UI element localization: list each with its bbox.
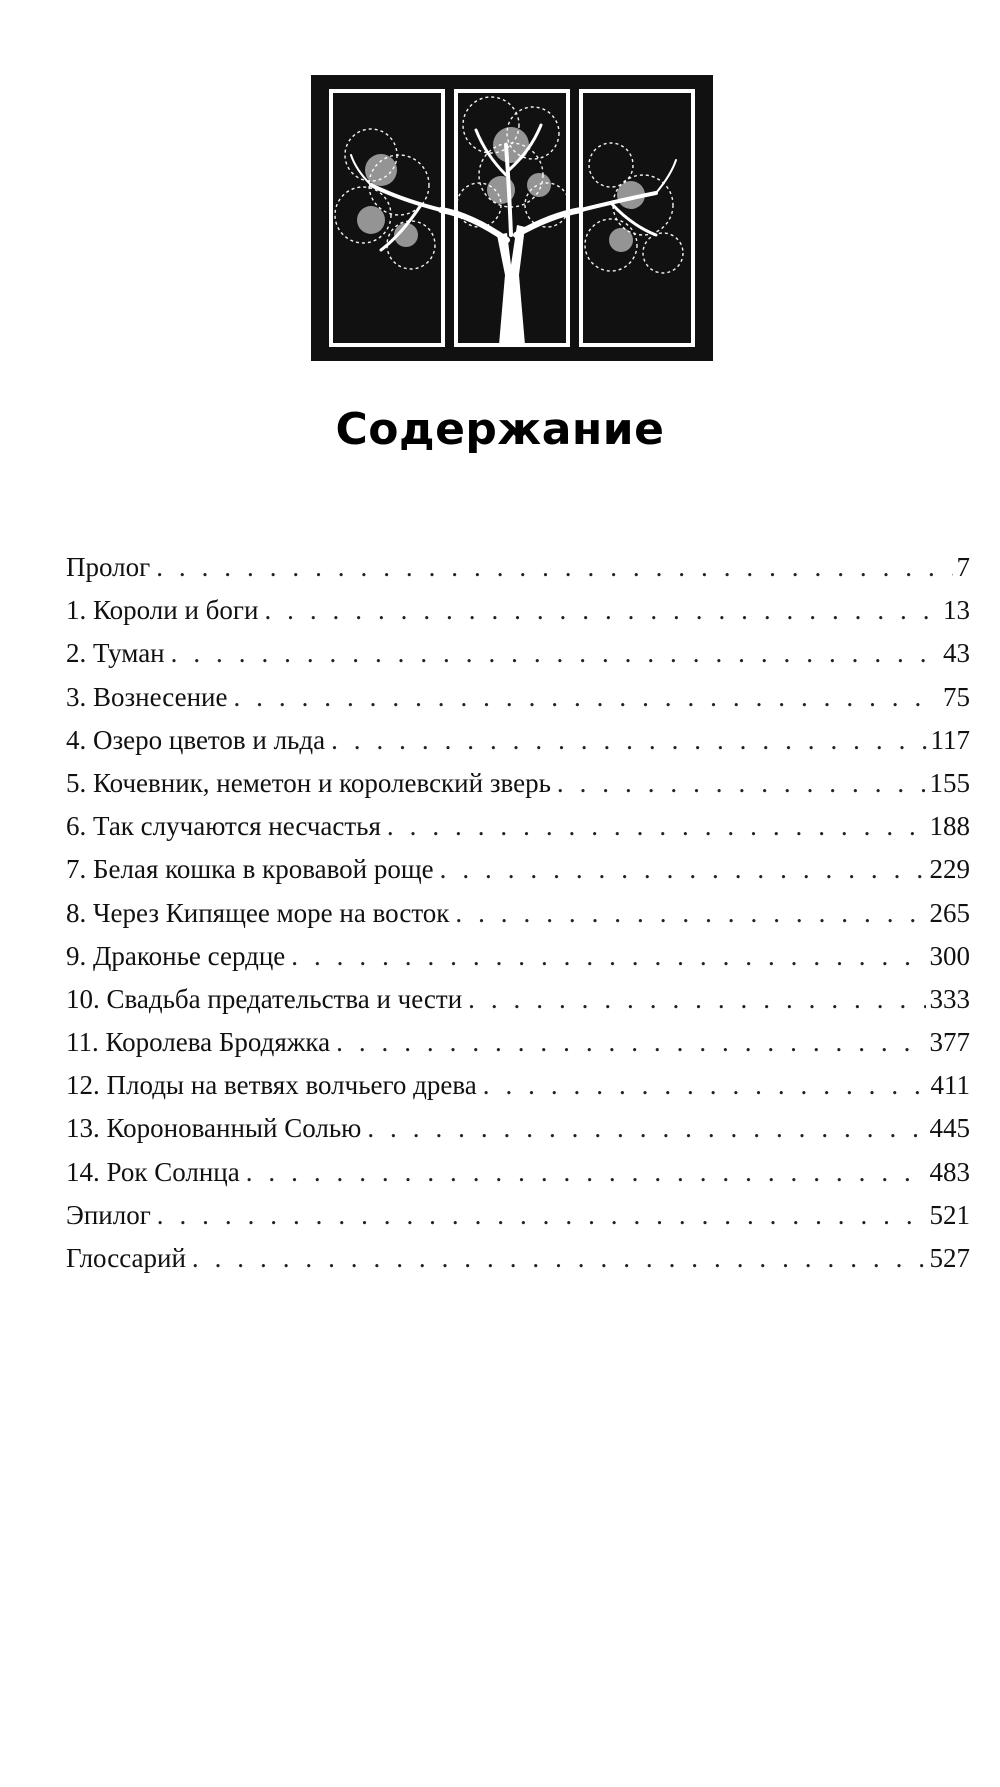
toc-dot-leader xyxy=(440,848,926,891)
toc-entry xyxy=(66,805,970,848)
toc-entry-page: 188 xyxy=(929,811,970,842)
toc-entry-page: 13 xyxy=(943,595,970,626)
toc-entry-page: 117 xyxy=(930,724,970,755)
toc-entry-page: 7 xyxy=(956,552,970,582)
toc-entry xyxy=(66,935,970,978)
toc-entry-title: 12. Плоды на ветвях волчьего древа xyxy=(66,1070,477,1101)
toc-dot-leader xyxy=(233,676,939,719)
toc-dot-leader xyxy=(156,546,952,589)
toc-entry-title: 8. Через Кипящее море на восток xyxy=(66,897,450,928)
toc-entry xyxy=(66,1237,970,1280)
toc-entry xyxy=(66,1107,970,1150)
toc-dot-leader xyxy=(367,1107,925,1150)
toc-entry xyxy=(66,719,970,762)
toc-entry xyxy=(66,632,970,675)
toc-entry xyxy=(66,589,970,632)
toc-dot-leader xyxy=(192,1237,926,1280)
toc-entry-title: 10. Свадьба предательства и чести xyxy=(66,983,463,1014)
toc-entry-title: 7. Белая кошка в кровавой роще xyxy=(66,854,434,885)
toc-entry-title: 1. Короли и боги xyxy=(66,595,259,626)
toc-dot-leader xyxy=(387,805,926,848)
toc-dot-leader xyxy=(455,892,925,935)
toc-dot-leader xyxy=(557,762,926,805)
toc-entry-page: 155 xyxy=(929,767,970,798)
toc-entry xyxy=(66,1151,970,1194)
toc-entry xyxy=(66,1194,970,1237)
toc-entry-title: 4. Озеро цветов и льда xyxy=(66,724,326,755)
toc-entry-page: 527 xyxy=(929,1243,970,1273)
toc-dot-leader xyxy=(246,1151,926,1194)
toc-entry xyxy=(66,1064,970,1107)
toc-dot-leader xyxy=(171,632,939,675)
toc-entry-title: 11. Королева Бродяжка xyxy=(66,1027,331,1058)
toc-entry xyxy=(66,978,970,1021)
toc-entry-page: 265 xyxy=(929,897,970,928)
toc-dot-leader xyxy=(336,1021,925,1064)
toc-entry-page: 75 xyxy=(943,681,970,712)
table-of-contents xyxy=(66,546,970,1280)
toc-entry-title: Эпилог xyxy=(66,1199,151,1230)
toc-entry-page: 333 xyxy=(929,983,970,1014)
toc-entry xyxy=(66,848,970,891)
toc-entry-title: Пролог xyxy=(66,552,151,582)
toc-entry-page: 229 xyxy=(929,854,970,885)
tree-triptych-svg xyxy=(311,75,713,361)
toc-entry-title: 13. Коронованный Солью xyxy=(66,1113,362,1144)
toc-entry xyxy=(66,892,970,935)
toc-entry xyxy=(66,1021,970,1064)
toc-dot-leader xyxy=(157,1194,926,1237)
toc-entry-page: 43 xyxy=(943,638,970,669)
toc-entry-title: 6. Так случаются несчастья xyxy=(66,811,381,842)
toc-entry-page: 411 xyxy=(930,1070,970,1101)
toc-entry-title: Глоссарий xyxy=(66,1243,186,1273)
toc-dot-leader xyxy=(291,935,925,978)
toc-entry-page: 483 xyxy=(929,1156,970,1187)
toc-entry-page: 445 xyxy=(929,1113,970,1144)
toc-entry xyxy=(66,546,970,589)
toc-entry-page: 300 xyxy=(929,940,970,971)
toc-entry-title: 2. Туман xyxy=(66,638,165,669)
toc-entry-page: 377 xyxy=(929,1027,970,1058)
toc-entry xyxy=(66,676,970,719)
toc-dot-leader xyxy=(483,1064,927,1107)
toc-entry-title: 14. Рок Солнца xyxy=(66,1156,240,1187)
toc-dot-leader xyxy=(264,589,939,632)
toc-entry-title: 3. Вознесение xyxy=(66,681,228,712)
toc-entry-title: 9. Драконье сердце xyxy=(66,940,286,971)
page-title: Содержание xyxy=(335,404,665,455)
toc-entry xyxy=(66,762,970,805)
toc-entry-page: 521 xyxy=(929,1199,970,1230)
toc-entry-title: 5. Кочевник, неметон и королевский зверь xyxy=(66,767,551,798)
tree-triptych-icon xyxy=(311,75,713,361)
toc-dot-leader xyxy=(468,978,925,1021)
toc-dot-leader xyxy=(331,719,926,762)
